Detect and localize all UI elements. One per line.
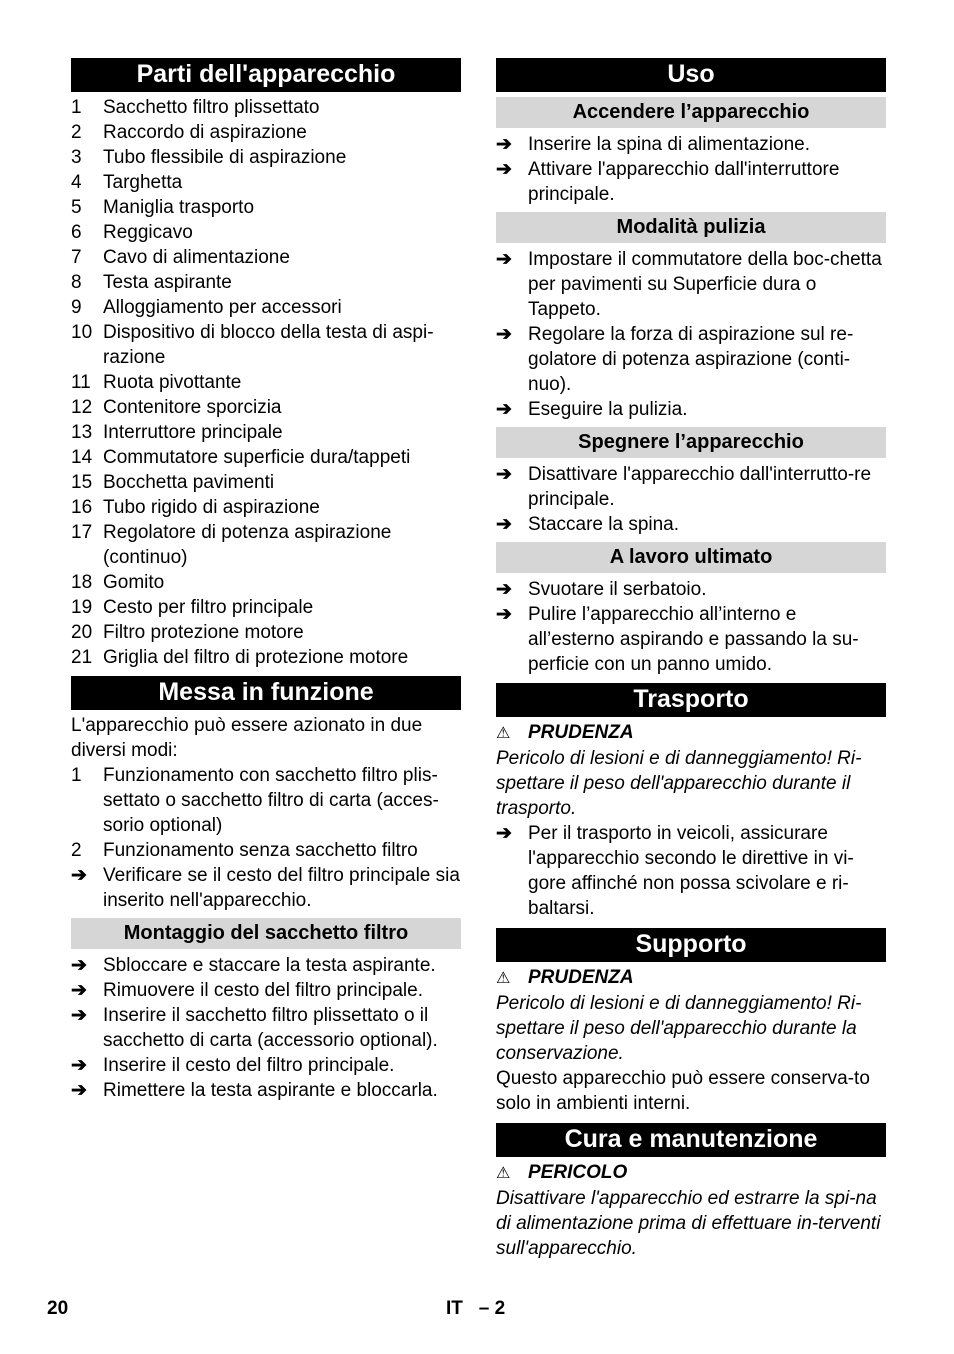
item-text: Targhetta xyxy=(103,172,183,193)
item-text: Regolatore di potenza aspirazione (continuo) xyxy=(103,522,392,568)
arrow-icon: ➔ xyxy=(496,579,512,600)
list-item xyxy=(496,602,886,677)
accendere-list xyxy=(496,132,886,207)
accendere-heading: Accendere l’apparecchio xyxy=(496,97,886,128)
item-number: 16 xyxy=(71,497,93,518)
arrow-icon: ➔ xyxy=(496,464,512,485)
list-item xyxy=(71,1053,461,1078)
item-text: Gomito xyxy=(103,572,165,593)
parts-heading: Parti dell'apparecchio xyxy=(71,58,461,92)
list-item xyxy=(71,520,461,570)
item-text: Staccare la spina. xyxy=(528,514,680,535)
list-item xyxy=(496,247,886,322)
item-number: 12 xyxy=(71,397,93,418)
trasporto-warning: ⚠ PRUDENZA xyxy=(496,720,886,746)
list-item xyxy=(71,570,461,595)
list-item xyxy=(71,445,461,470)
cura-heading: Cura e manutenzione xyxy=(496,1123,886,1157)
supporto-warning-text: Pericolo di lesioni e di danneggiamento! Ri-spettare il peso dell'apparecchio durante la conservazione. xyxy=(496,993,862,1064)
item-text: Interruttore principale xyxy=(103,422,283,443)
item-number: 2 xyxy=(71,122,82,143)
item-number: 18 xyxy=(71,572,93,593)
list-item xyxy=(496,397,886,422)
list-item xyxy=(496,577,886,602)
item-text: Tubo flessibile di aspirazione xyxy=(103,147,347,168)
supporto-warning: ⚠ PRUDENZA xyxy=(496,965,886,991)
list-item xyxy=(71,370,461,395)
item-text: Per il trasporto in veicoli, assicurare l'apparecchio secondo le direttive in vi-gore affinché non possa scivolare e ri-baltarsi. xyxy=(528,823,854,919)
list-item xyxy=(71,495,461,520)
item-text: Regolare la forza di aspirazione sul re-golatore di potenza aspirazione (conti-nuo). xyxy=(528,324,854,395)
list-item xyxy=(71,195,461,220)
list-item xyxy=(496,322,886,397)
item-text: Commutatore superficie dura/tappeti xyxy=(103,447,411,468)
list-item xyxy=(71,245,461,270)
list-item xyxy=(71,120,461,145)
item-text: Cesto per filtro principale xyxy=(103,597,314,618)
list-item xyxy=(496,821,886,921)
arrow-icon: ➔ xyxy=(71,1055,87,1076)
arrow-icon: ➔ xyxy=(496,249,512,270)
lavoro-list xyxy=(496,577,886,677)
item-text: Inserire il cesto del filtro principale. xyxy=(103,1055,395,1076)
item-number: 4 xyxy=(71,172,82,193)
item-number: 15 xyxy=(71,472,93,493)
item-text: Cavo di alimentazione xyxy=(103,247,290,268)
arrow-icon: ➔ xyxy=(71,955,87,976)
item-number: 17 xyxy=(71,522,93,543)
lavoro-heading: A lavoro ultimato xyxy=(496,542,886,573)
item-number: 10 xyxy=(71,322,93,343)
arrow-icon: ➔ xyxy=(496,399,512,420)
item-text: Tubo rigido di aspirazione xyxy=(103,497,320,518)
arrow-icon: ➔ xyxy=(496,823,512,844)
page-number: 20 xyxy=(47,1298,69,1319)
trasporto-warning-text: Pericolo di lesioni e di danneggiamento! Ri-spettare il peso dell'apparecchio durante il trasporto. xyxy=(496,748,862,819)
list-item xyxy=(71,145,461,170)
list-item xyxy=(71,595,461,620)
modalita-heading: Modalità pulizia xyxy=(496,212,886,243)
spegnere-list xyxy=(496,462,886,537)
list-item xyxy=(71,220,461,245)
item-text: Maniglia trasporto xyxy=(103,197,255,218)
cura-warning: ⚠ PERICOLO xyxy=(496,1160,886,1186)
left-column xyxy=(71,58,461,1103)
list-item xyxy=(496,462,886,512)
item-number: 20 xyxy=(71,622,93,643)
item-number: 1 xyxy=(71,765,82,786)
item-number: 21 xyxy=(71,647,93,668)
item-number: 19 xyxy=(71,597,93,618)
item-number: 5 xyxy=(71,197,82,218)
item-number: 7 xyxy=(71,247,82,268)
arrow-icon: ➔ xyxy=(71,865,87,886)
item-text: Inserire la spina di alimentazione. xyxy=(528,134,810,155)
item-text: Pulire l’apparecchio all’interno e all’esterno aspirando e passando la su-perficie con un panno umido. xyxy=(528,604,859,675)
list-item xyxy=(71,270,461,295)
messa-list xyxy=(71,763,461,863)
arrow-icon: ➔ xyxy=(496,159,512,180)
list-item xyxy=(71,295,461,320)
item-text: Funzionamento senza sacchetto filtro xyxy=(103,840,418,861)
list-item xyxy=(71,95,461,120)
language-page: IT – 2 xyxy=(446,1298,506,1319)
item-number: 13 xyxy=(71,422,93,443)
parts-list xyxy=(71,95,461,670)
montaggio-heading: Montaggio del sacchetto filtro xyxy=(71,918,461,949)
item-text: Inserire il sacchetto filtro plissettato o il sacchetto di carta (accessorio optional). xyxy=(103,1005,438,1051)
list-item xyxy=(496,512,886,537)
messa-arrow-item: ➔ Verificare se il cesto del filtro principale sia inserito nell'apparecchio. xyxy=(71,865,460,911)
list-item xyxy=(71,1003,461,1053)
item-number: 14 xyxy=(71,447,93,468)
list-item xyxy=(496,157,886,207)
item-text: Sbloccare e staccare la testa aspirante. xyxy=(103,955,436,976)
montaggio-list xyxy=(71,953,461,1103)
trasporto-list xyxy=(496,821,886,921)
supporto-heading: Supporto xyxy=(496,928,886,962)
item-text: Funzionamento con sacchetto filtro plis-settato o sacchetto filtro di carta (acces-sorio optional) xyxy=(103,765,439,836)
item-text: Impostare il commutatore della boc-chetta per pavimenti su Superficie dura o Tappeto. xyxy=(528,249,882,320)
list-item xyxy=(71,978,461,1003)
list-item xyxy=(71,763,461,838)
uso-heading: Uso xyxy=(496,58,886,92)
item-text: Attivare l'apparecchio dall'interruttore principale. xyxy=(528,159,840,205)
item-text: Sacchetto filtro plissettato xyxy=(103,97,320,118)
modalita-list xyxy=(496,247,886,422)
list-item xyxy=(71,470,461,495)
item-text: Filtro protezione motore xyxy=(103,622,304,643)
item-text: Testa aspirante xyxy=(103,272,232,293)
warning-icon: ⚠ xyxy=(496,725,511,742)
list-item xyxy=(71,620,461,645)
list-item xyxy=(71,645,461,670)
warning-icon: ⚠ xyxy=(496,970,511,987)
item-number: 11 xyxy=(71,372,91,393)
list-item xyxy=(71,1078,461,1103)
spegnere-heading: Spegnere l’apparecchio xyxy=(496,427,886,458)
arrow-icon: ➔ xyxy=(71,1080,87,1101)
arrow-icon: ➔ xyxy=(71,1005,87,1026)
arrow-icon: ➔ xyxy=(496,324,512,345)
item-number: 9 xyxy=(71,297,82,318)
arrow-icon: ➔ xyxy=(496,514,512,535)
list-item xyxy=(71,170,461,195)
item-number: 1 xyxy=(71,97,82,118)
list-item xyxy=(71,420,461,445)
item-text: Eseguire la pulizia. xyxy=(528,399,688,420)
item-number: 8 xyxy=(71,272,82,293)
item-text: Griglia del filtro di protezione motore xyxy=(103,647,409,668)
item-text: Reggicavo xyxy=(103,222,193,243)
item-text: Contenitore sporcizia xyxy=(103,397,282,418)
item-text: Bocchetta pavimenti xyxy=(103,472,275,493)
item-text: Svuotare il serbatoio. xyxy=(528,579,707,600)
item-text: Raccordo di aspirazione xyxy=(103,122,307,143)
list-item xyxy=(71,838,461,863)
item-text: Alloggiamento per accessori xyxy=(103,297,342,318)
item-number: 6 xyxy=(71,222,82,243)
messa-intro: L'apparecchio può essere azionato in due diversi modi: xyxy=(71,715,423,761)
messa-heading: Messa in funzione xyxy=(71,676,461,710)
list-item xyxy=(71,320,461,370)
list-item xyxy=(71,395,461,420)
item-number: 3 xyxy=(71,147,82,168)
right-column xyxy=(496,58,886,1261)
list-item xyxy=(71,953,461,978)
list-item xyxy=(496,132,886,157)
trasporto-heading: Trasporto xyxy=(496,683,886,717)
item-text: Rimettere la testa aspirante e bloccarla. xyxy=(103,1080,438,1101)
arrow-icon: ➔ xyxy=(496,604,512,625)
supporto-text: Questo apparecchio può essere conserva-to solo in ambienti interni. xyxy=(496,1068,870,1114)
item-text: Dispositivo di blocco della testa di aspi-razione xyxy=(103,322,434,368)
warning-icon: ⚠ xyxy=(496,1165,511,1182)
item-text: Ruota pivottante xyxy=(103,372,242,393)
item-number: 2 xyxy=(71,840,82,861)
item-text: Disattivare l'apparecchio dall'interrutto-re principale. xyxy=(528,464,872,510)
cura-warning-text: Disattivare l'apparecchio ed estrarre la spi-na di alimentazione prima di effettuare in-terventi sull'apparecchio. xyxy=(496,1188,881,1259)
item-text: Rimuovere il cesto del filtro principale. xyxy=(103,980,423,1001)
arrow-icon: ➔ xyxy=(71,980,87,1001)
arrow-icon: ➔ xyxy=(496,134,512,155)
